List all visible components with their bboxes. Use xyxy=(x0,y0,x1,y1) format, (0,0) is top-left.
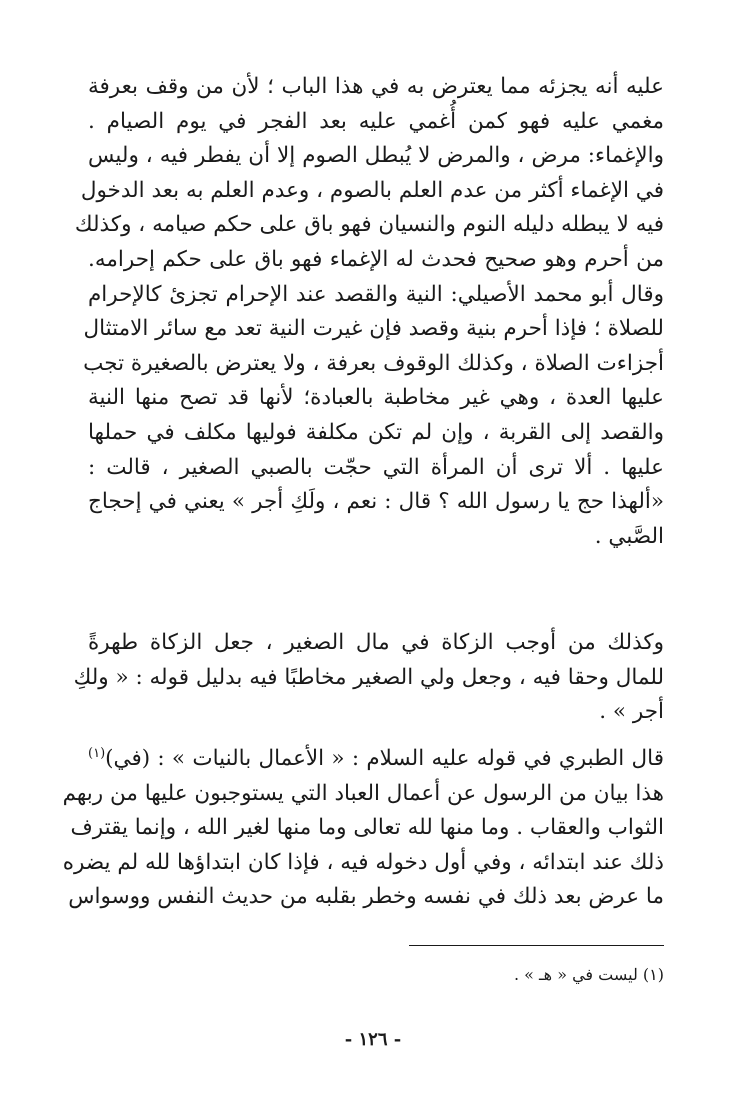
paragraph-3 xyxy=(62,742,664,915)
text-line-content: قال الطبري في قوله عليه السلام : « الأعمال بالنيات » : (في) xyxy=(105,746,664,771)
footnote-divider xyxy=(409,945,664,946)
page-number: - ١٢٦ - xyxy=(344,1029,402,1050)
text-line: والإغماء: مرض ، والمرض لا يُبطل الصوم إلا أن يفطر فيه ، وليس xyxy=(88,143,664,169)
text-line: فيه لا يبطله دليله النوم والنسيان فهو باق على حكم صيامه ، وكذلك xyxy=(74,212,664,238)
text-line: عليها العدة ، وهي غير مخاطبة بالعبادة؛ لأنها قد تصح منها النية xyxy=(88,385,664,411)
text-line: وكذلك من أوجب الزكاة في مال الصغير ، جعل الزكاة طهرةً xyxy=(88,630,664,655)
text-line: في الإغماء أكثر من عدم العلم بالصوم ، وعدم العلم به بعد الدخول xyxy=(80,177,664,203)
text-line: مغمي عليه فهو كمن أُغمي عليه بعد الفجر في يوم الصيام . xyxy=(88,108,664,134)
paragraph-1 xyxy=(74,70,664,554)
text-line: هذا بيان من الرسول عن أعمال العباد التي يستوجبون عليها من ربهم xyxy=(62,780,664,806)
paragraph-2 xyxy=(73,626,664,730)
text-line: للصلاة ؛ فإذا أحرم بنية وقصد فإن غيرت النية تعد مع سائر الامتثال xyxy=(83,316,664,342)
text-line: ما عرض بعد ذلك في نفسه وخطر بقلبه من حديث النفس ووسواس xyxy=(68,884,664,910)
text-line: للمال وحقا فيه ، وجعل ولي الصغير مخاطبًا فيه بدليل قوله : « ولكِ xyxy=(73,664,664,690)
text-line: والقصد إلى القربة ، وإن لم تكن مكلفة فوليها مكلف في حملها xyxy=(88,419,664,445)
text-line: الثواب والعقاب . وما منها لله تعالى وما منها لغير الله ، وإنما يقترف xyxy=(70,815,664,841)
text-line: ذلك عند ابتدائه ، وفي أول دخوله فيه ، فإذا كان ابتداؤها لله لم يضره xyxy=(62,849,664,875)
footnote-reference: (١) xyxy=(88,745,106,761)
text-line: الصَّبي . xyxy=(594,523,664,549)
text-line xyxy=(88,742,664,777)
text-line: من أحرم وهو صحيح فحدث له الإغماء فهو باق على حكم إحرامه. xyxy=(88,246,664,272)
text-line: أجر » . xyxy=(599,699,664,725)
footnote: (١) ليست في « هـ » . xyxy=(513,965,664,984)
text-line: «ألهذا حج يا رسول الله ؟ قال : نعم ، ولَكِ أجر » يعني في إحجاج xyxy=(88,489,664,515)
text-line: عليه أنه يجزئه مما يعترض به في هذا الباب ؛ لأن من وقف بعرفة xyxy=(88,74,664,99)
text-line: أجزاءت الصلاة ، وكذلك الوقوف بعرفة ، ولا يعترض بالصغيرة تجب xyxy=(83,350,664,376)
text-line: وقال أبو محمد الأصيلي: النية والقصد عند الإحرام تجزئ كالإحرام xyxy=(88,281,664,307)
text-line: عليها . ألا ترى أن المرأة التي حجّت بالصبي الصغير ، قالت : xyxy=(88,454,664,480)
